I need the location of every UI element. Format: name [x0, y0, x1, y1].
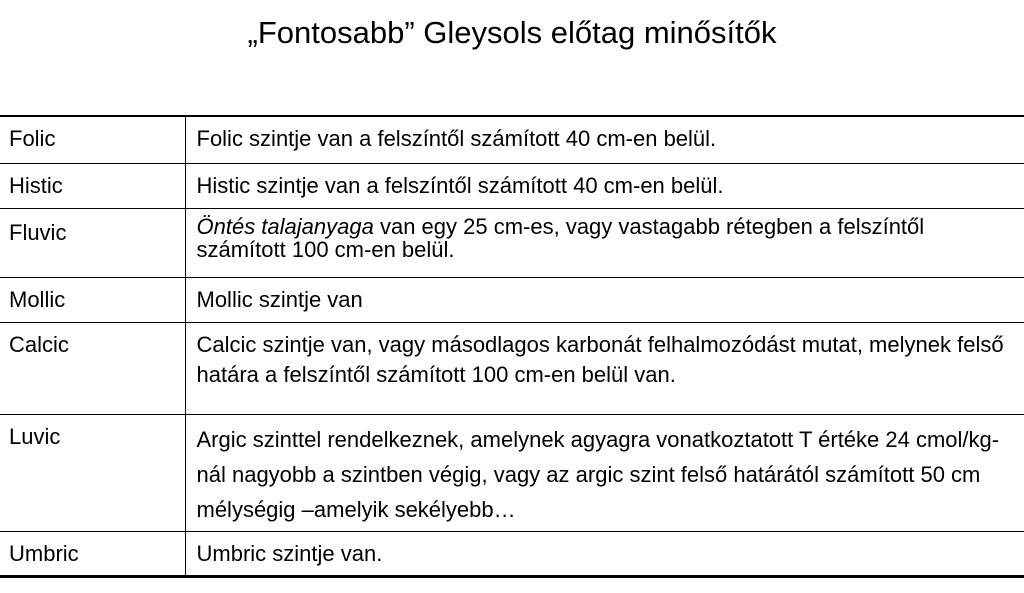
qualifier-name: Mollic	[0, 277, 185, 322]
qualifier-description: Calcic szintje van, vagy másodlagos karbonát felhalmozódást mutat, melynek felső határa a felszíntől számított 100 cm-en belül van.	[185, 322, 1024, 414]
table-row	[0, 414, 1024, 531]
qualifier-name: Umbric	[0, 531, 185, 576]
description-text: van egy 25 cm-es, vagy vastagabb rétegben a felszíntől számított 100 cm-en belül.	[196, 213, 925, 262]
qualifier-name: Fluvic	[0, 208, 185, 277]
qualifier-description: Histic szintje van a felszíntől számított 40 cm-en belül.	[185, 163, 1024, 208]
table-row	[0, 163, 1024, 208]
qualifier-name: Folic	[0, 116, 185, 163]
qualifier-description: Folic szintje van a felszíntől számított 40 cm-en belül.	[185, 116, 1024, 163]
qualifier-table	[0, 115, 1024, 578]
page-title: „Fontosabb” Gleysols előtag minősítők	[247, 15, 777, 50]
italic-term: Öntés talajanyaga	[196, 213, 374, 239]
qualifier-description: Mollic szintje van	[185, 277, 1024, 322]
table-row	[0, 322, 1024, 414]
table-row	[0, 116, 1024, 163]
table-row	[0, 531, 1024, 576]
table-row	[0, 277, 1024, 322]
qualifier-name: Calcic	[0, 322, 185, 414]
table-row	[0, 208, 1024, 277]
qualifier-name: Luvic	[0, 414, 185, 531]
qualifier-name: Histic	[0, 163, 185, 208]
qualifier-description: Argic szinttel rendelkeznek, amelynek agyagra vonatkoztatott T értéke 24 cmol/kg-nál nagyobb a szintben végig, vagy az argic szint felső határától számított 50 cm mélységig –amelyik sekélyebb…	[185, 414, 1024, 531]
qualifier-description	[185, 208, 1024, 277]
qualifier-description: Umbric szintje van.	[185, 531, 1024, 576]
